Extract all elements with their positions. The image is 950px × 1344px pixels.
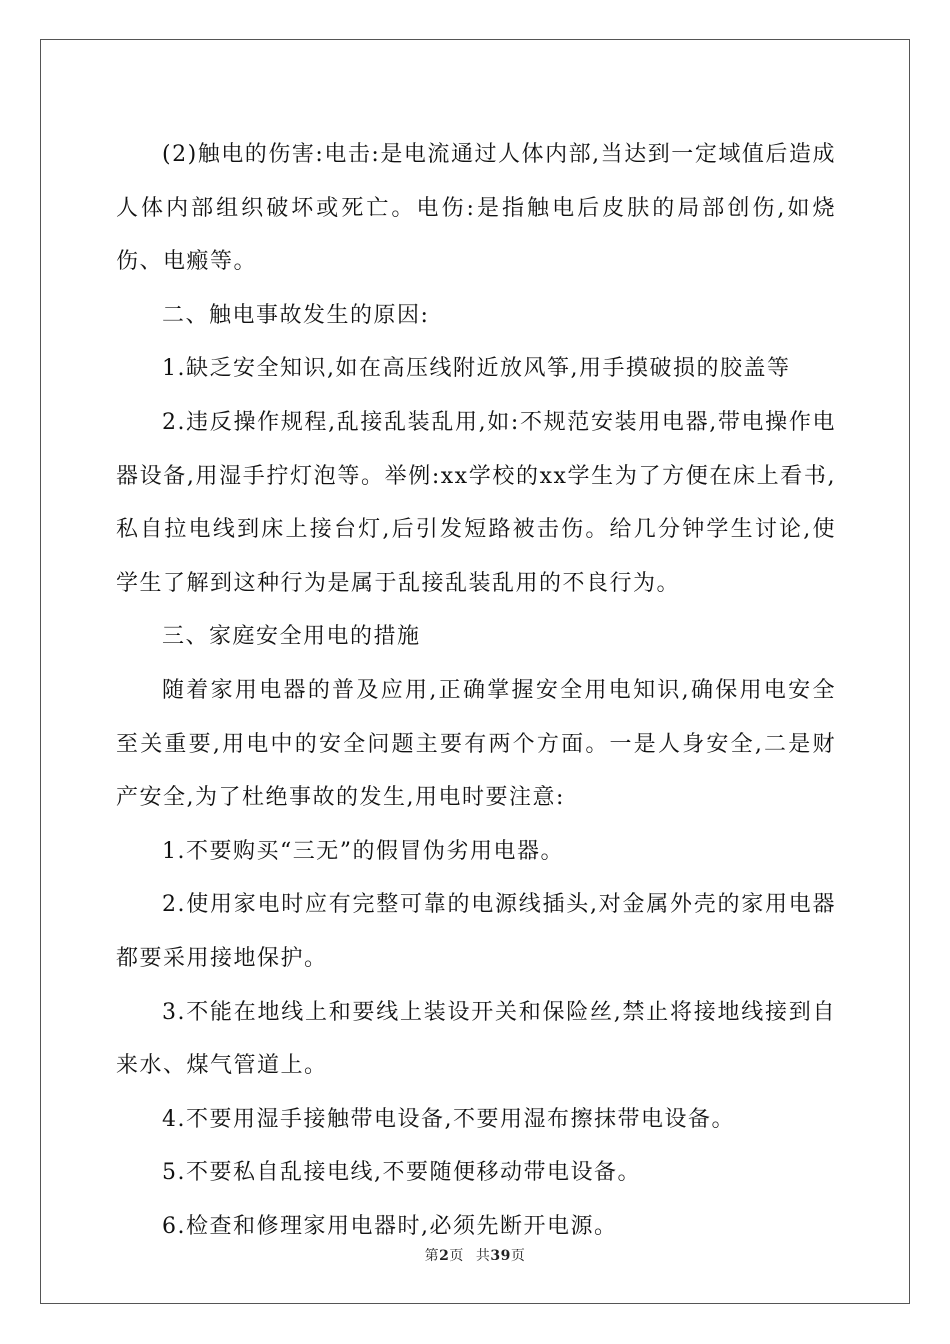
paragraph-safety-intro: 随着家用电器的普及应用,正确掌握安全用电知识,确保用电安全至关重要,用电中的安全问题主要有两个方面。一是人身安全,二是财产安全,为了杜绝事故的发生,用电时要注意:	[116, 677, 836, 811]
list-item-measure-1: 1.不要购买“三无”的假冒伪劣用电器。	[162, 838, 564, 864]
list-item-measure-5: 5.不要私自乱接电线,不要随便移动带电设备。	[162, 1160, 641, 1186]
list-item-measure-6: 6.检查和修理家用电器时,必须先断开电源。	[162, 1213, 618, 1239]
total-suffix: 页	[510, 1248, 526, 1264]
list-item-measure-4: 4.不要用湿手接触带电设备,不要用湿布擦抹带电设备。	[162, 1106, 735, 1132]
page-number: 2	[439, 1248, 450, 1264]
list-item-cause-2: 2.违反操作规程,乱接乱装乱用,如:不规范安装用电器,带电操作电器设备,用湿手拧灯泡等。举例:xx学校的xx学生为了方便在床上看书,私自拉电线到床上接台灯,后引发短路被击伤。给几分钟学生讨论,使学生了解到这种行为是属于乱接乱装乱用的不良行为。	[116, 409, 836, 596]
page-prefix: 第	[424, 1248, 440, 1264]
page-total: 39	[490, 1248, 511, 1264]
paragraph-injury-types: (2)触电的伤害:电击:是电流通过人体内部,当达到一定域值后造成人体内部组织破坏或死亡。电伤:是指触电后皮肤的局部创伤,如烧伤、电瘢等。	[116, 142, 836, 275]
document-body	[116, 128, 836, 1253]
list-item-cause-1: 1.缺乏安全知识,如在高压线附近放风筝,用手摸破损的胶盖等	[162, 356, 791, 382]
heading-accident-causes: 二、触电事故发生的原因:	[162, 302, 430, 328]
page-suffix: 页	[449, 1248, 464, 1264]
list-item-measure-3: 3.不能在地线上和要线上装设开关和保险丝,禁止将接地线接到自来水、煤气管道上。	[116, 999, 836, 1079]
list-item-measure-2: 2.使用家电时应有完整可靠的电源线插头,对金属外壳的家用电器都要采用接地保护。	[116, 892, 836, 971]
total-prefix: 共	[475, 1248, 491, 1264]
heading-safety-measures: 三、家庭安全用电的措施	[162, 624, 421, 650]
page-footer	[0, 1245, 950, 1265]
